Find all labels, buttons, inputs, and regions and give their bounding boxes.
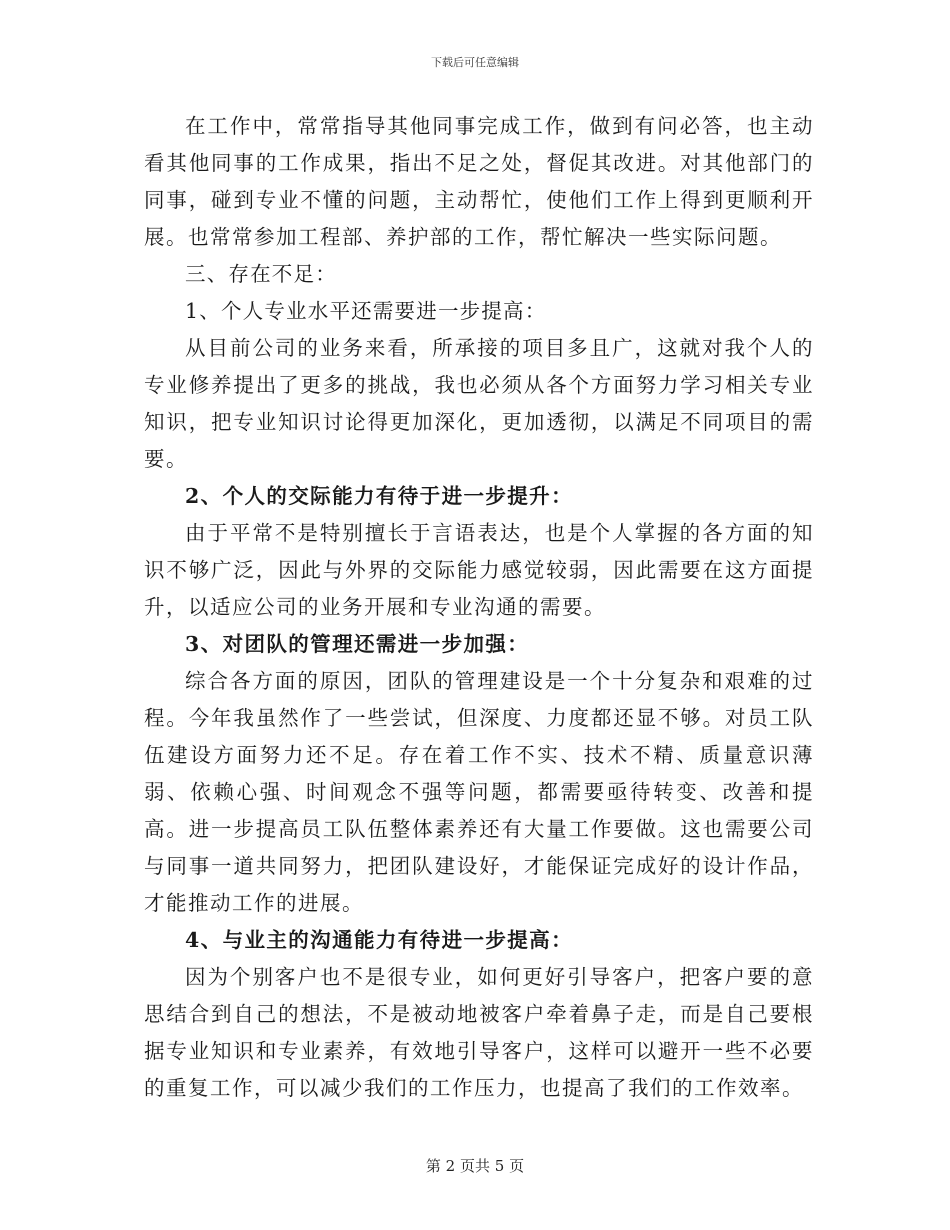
paragraph-team-management: 综合各方面的原因，团队的管理建设是一个十分复杂和艰难的过程。今年我虽然作了一些尝试，但深度、力度都还显不够。对员工队伍建设方面努力还不足。存在着工作不实、技术不精、质量意识薄弱、依赖心强、时间观念不强等问题，都需要亟待转变、改善和提高。进一步提高员工队伍整体素养还有大量工作要做。这也需要公司与同事一道共同努力，把团队建设好，才能保证完成好的设计作品，才能推动工作的进展。 — [144, 669, 814, 915]
document-body — [144, 108, 814, 1107]
item-heading-communication-skill: 2、个人的交际能力有待于进一步提升： — [185, 484, 573, 508]
paragraph-work-help: 在工作中，常常指导其他同事完成工作，做到有问必答，也主动看其他同事的工作成果，指出不足之处，督促其改进。对其他部门的同事，碰到专业不懂的问题，主动帮忙，使他们工作上得到更顺利开展。也常常参加工程部、养护部的工作，帮忙解决一些实际问题。 — [144, 114, 814, 249]
paragraph-client-communication: 因为个别客户也不是很专业，如何更好引导客户，把客户要的意思结合到自己的想法，不是被动地被客户牵着鼻子走，而是自己要根据专业知识和专业素养，有效地引导客户，这样可以避开一些不必要的重复工作，可以减少我们的工作压力，也提高了我们的工作效率。 — [144, 965, 814, 1100]
section-heading-shortcomings: 三、存在不足： — [185, 262, 337, 286]
paragraph-communication-skill: 由于平常不是特别擅长于言语表达，也是个人掌握的各方面的知识不够广泛，因此与外界的交际能力感觉较弱，因此需要在这方面提升，以适应公司的业务开展和专业沟通的需要。 — [144, 521, 814, 619]
paragraph-professional-level: 从目前公司的业务来看，所承接的项目多且广，这就对我个人的专业修养提出了更多的挑战，我也必须从各个方面努力学习相关专业知识，把专业知识讨论得更加深化，更加透彻，以满足不同项目的需要。 — [144, 336, 814, 471]
item-heading-client-communication: 4、与业主的沟通能力有待进一步提高： — [185, 928, 573, 952]
page-number: 第 2 页共 5 页 — [425, 1157, 525, 1175]
page-header: 下载后可任意编辑 — [431, 56, 519, 69]
item-heading-professional-level: 1、个人专业水平还需要进一步提高： — [185, 299, 547, 323]
item-heading-team-management: 3、对团队的管理还需进一步加强： — [185, 632, 530, 656]
